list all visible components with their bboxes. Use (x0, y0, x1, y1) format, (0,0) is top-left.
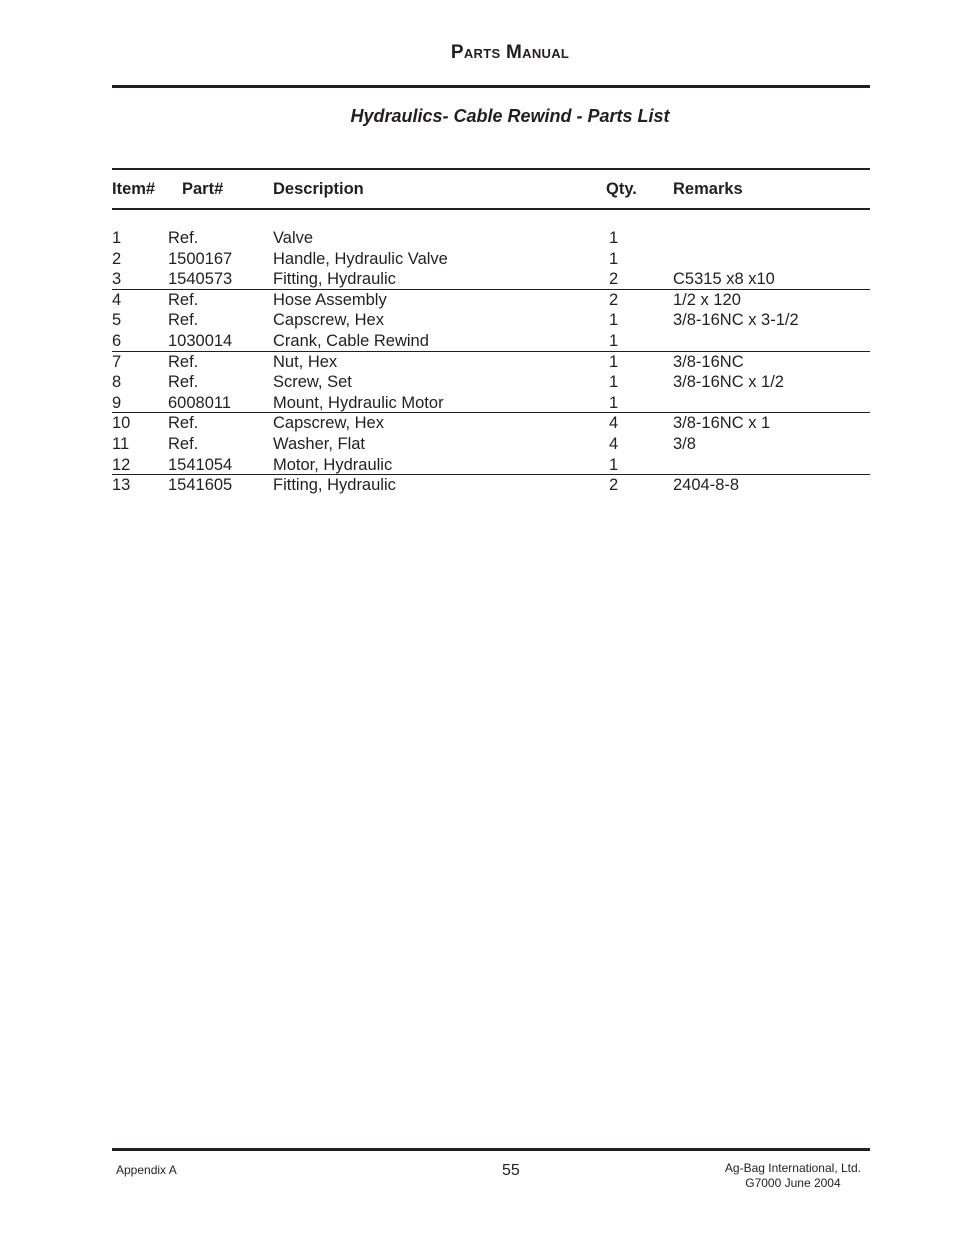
cell-qty: 1 (609, 311, 619, 330)
table-row (112, 434, 870, 455)
footer-doc-ref: G7000 June 2004 (745, 1176, 841, 1190)
cell-part: Ref. (168, 311, 199, 330)
cell-part: Ref. (168, 434, 199, 453)
column-header-qty: Qty. (606, 180, 637, 198)
cell-remarks: 2404-8-8 (673, 476, 740, 495)
cell-part: 1500167 (168, 249, 233, 268)
cell-description: Capscrew, Hex (273, 311, 384, 330)
cell-part: Ref. (168, 414, 199, 433)
section-title: Hydraulics- Cable Rewind - Parts List (350, 106, 670, 126)
cell-part: Ref. (168, 229, 199, 247)
header-rule (112, 85, 870, 88)
cell-qty: 1 (609, 393, 619, 412)
cell-remarks: 3/8 (673, 434, 696, 453)
cell-qty: 1 (609, 229, 619, 247)
cell-remarks: 3/8-16NC x 3-1/2 (673, 311, 799, 330)
parts-table-body (112, 228, 870, 496)
cell-remarks: 1/2 x 120 (673, 290, 741, 309)
cell-part: 1541054 (168, 455, 233, 474)
cell-remarks: 3/8-16NC (673, 352, 744, 371)
footer-appendix-label: Appendix A (116, 1163, 177, 1177)
table-row (112, 228, 870, 249)
column-header-remarks: Remarks (673, 180, 743, 198)
cell-description: Nut, Hex (273, 352, 338, 371)
cell-description: Valve (273, 229, 314, 247)
cell-qty: 2 (609, 290, 619, 309)
cell-qty: 1 (609, 373, 619, 392)
cell-item: 2 (112, 249, 122, 268)
cell-description: Fitting, Hydraulic (273, 270, 396, 289)
footer-company: Ag-Bag International, Ltd. (724, 1161, 861, 1175)
footer-publisher (725, 1161, 861, 1191)
cell-item: 1 (112, 229, 122, 247)
cell-remarks: 3/8-16NC x 1/2 (673, 373, 784, 392)
cell-description: Motor, Hydraulic (273, 455, 393, 474)
cell-description: Handle, Hydraulic Valve (273, 249, 448, 268)
cell-item: 8 (112, 373, 122, 392)
cell-item: 4 (112, 290, 122, 309)
table-row (112, 455, 870, 476)
column-header-description: Description (273, 180, 364, 198)
cell-part: 1541605 (168, 476, 233, 495)
cell-item: 9 (112, 393, 122, 412)
cell-description: Hose Assembly (273, 290, 387, 309)
cell-qty: 1 (609, 352, 619, 371)
cell-item: 6 (112, 331, 122, 350)
table-row (112, 269, 870, 290)
cell-remarks: 3/8-16NC x 1 (673, 414, 771, 433)
table-row (112, 290, 870, 311)
cell-item: 5 (112, 311, 122, 330)
cell-qty: 4 (609, 414, 619, 433)
cell-part: 6008011 (168, 393, 232, 412)
cell-description: Fitting, Hydraulic (273, 476, 396, 495)
cell-description: Capscrew, Hex (273, 414, 384, 433)
column-header-part: Part# (182, 180, 224, 198)
table-row (112, 413, 870, 434)
cell-item: 11 (112, 434, 130, 453)
cell-item: 3 (112, 270, 122, 289)
cell-qty: 1 (609, 455, 619, 474)
cell-part: 1030014 (168, 331, 233, 350)
cell-qty: 4 (609, 434, 619, 453)
cell-qty: 2 (609, 476, 619, 495)
page-number: 55 (502, 1162, 520, 1179)
column-header-item: Item# (112, 180, 156, 198)
cell-qty: 1 (609, 331, 619, 350)
cell-item: 7 (112, 352, 122, 371)
table-row (112, 331, 870, 352)
table-row (112, 249, 870, 270)
table-row (112, 475, 870, 496)
cell-part: Ref. (168, 290, 199, 309)
cell-item: 13 (112, 476, 131, 495)
table-header-bottom-rule (112, 208, 870, 210)
table-row (112, 310, 870, 331)
page-header-title: Parts Manual (450, 42, 570, 63)
cell-description: Screw, Set (273, 373, 352, 392)
cell-qty: 1 (609, 249, 619, 268)
cell-part: Ref. (168, 373, 199, 392)
table-header-top-rule (112, 168, 870, 170)
cell-item: 10 (112, 414, 131, 433)
cell-part: 1540573 (168, 270, 233, 289)
cell-qty: 2 (609, 270, 619, 289)
cell-item: 12 (112, 455, 131, 474)
table-row (112, 393, 870, 414)
cell-part: Ref. (168, 352, 199, 371)
table-row (112, 372, 870, 393)
cell-description: Mount, Hydraulic Motor (273, 393, 444, 412)
table-row (112, 352, 870, 373)
cell-remarks: C5315 x8 x10 (673, 270, 775, 289)
cell-description: Washer, Flat (273, 434, 365, 453)
footer-rule (112, 1148, 870, 1151)
cell-description: Crank, Cable Rewind (273, 331, 429, 350)
